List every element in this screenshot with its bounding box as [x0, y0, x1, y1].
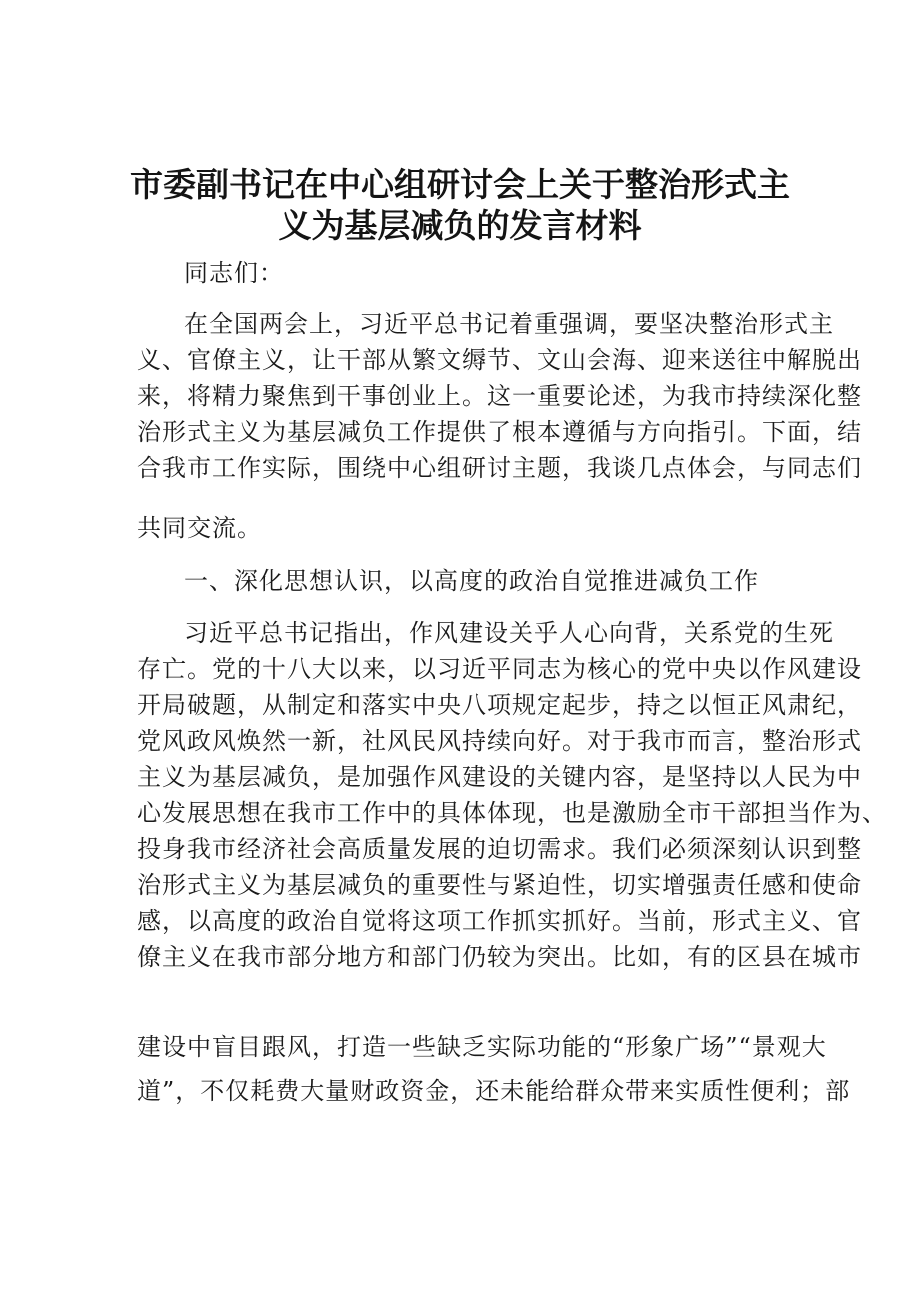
para1-line-4: 党风政风焕然一新，社风民风持续向好。对于我市而言，整治形式 — [137, 727, 862, 755]
para1-line-1: 习近平总书记指出，作风建设关乎人心向背，关系党的生死 — [184, 619, 834, 647]
para1-line-10: 僚主义在我市部分地方和部门仍较为突出。比如，有的区县在城市 — [137, 943, 862, 971]
para1-line-2: 存亡。党的十八大以来，以习近平同志为核心的党中央以作风建设 — [137, 655, 862, 683]
salutation: 同志们： — [184, 259, 284, 287]
para1-line-8: 治形式主义为基层减负的重要性与紧迫性，切实增强责任感和使命 — [137, 871, 862, 899]
document-title-line-1: 市委副书记在中心组研讨会上关于整治形式主 — [130, 165, 790, 204]
intro-line-3: 来，将精力聚焦到干事创业上。这一重要论述，为我市持续深化整 — [137, 382, 862, 410]
para1-line-3: 开局破题，从制定和落实中央八项规定起步，持之以恒正风肃纪， — [137, 691, 862, 719]
intro-line-1: 在全国两会上，习近平总书记着重强调，要坚决整治形式主 — [184, 310, 834, 338]
section-heading-1: 一、深化思想认识，以高度的政治自觉推进减负工作 — [184, 567, 759, 595]
document-title-line-2: 义为基层减负的发言材料 — [278, 206, 642, 245]
para1-line-12: 道”，不仅耗费大量财政资金，还未能给群众带来实质性便利；部 — [137, 1077, 851, 1105]
intro-line-6: 共同交流。 — [137, 514, 262, 542]
para1-line-5: 主义为基层减负，是加强作风建设的关键内容，是坚持以人民为中 — [137, 763, 862, 791]
intro-line-2: 义、官僚主义，让干部从繁文缛节、文山会海、迎来送往中解脱出 — [137, 346, 862, 374]
para1-line-6: 心发展思想在我市工作中的具体体现，也是激励全市干部担当作为、 — [137, 799, 887, 827]
intro-line-4: 治形式主义为基层减负工作提供了根本遵循与方向指引。下面，结 — [137, 418, 862, 446]
para1-line-7: 投身我市经济社会高质量发展的迫切需求。我们必须深刻认识到整 — [137, 835, 862, 863]
para1-line-9: 感，以高度的政治自觉将这项工作抓实抓好。当前，形式主义、官 — [137, 907, 862, 935]
intro-line-5: 合我市工作实际，围绕中心组研讨主题，我谈几点体会，与同志们 — [137, 454, 862, 482]
para1-line-11: 建设中盲目跟风，打造一些缺乏实际功能的“形象广场”“景观大 — [137, 1033, 827, 1061]
